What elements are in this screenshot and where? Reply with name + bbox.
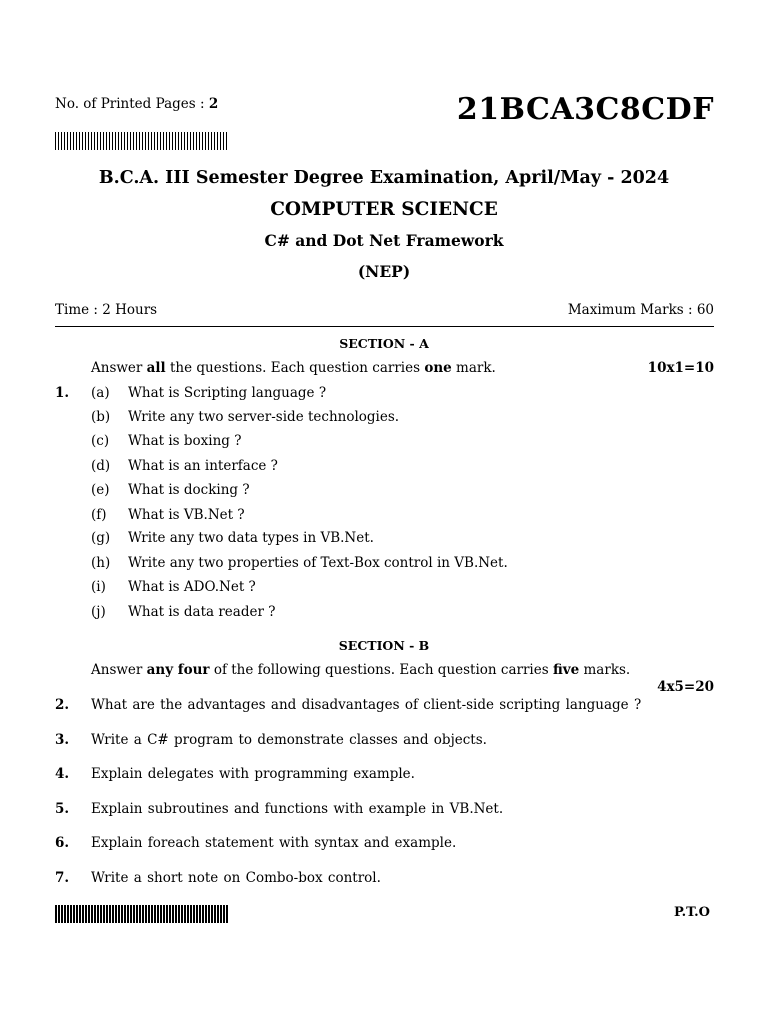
paper-code: 21BCA3C8CDF bbox=[456, 92, 714, 127]
barcode-bar bbox=[55, 132, 56, 150]
barcode-bar bbox=[91, 905, 93, 923]
barcode-bar bbox=[70, 132, 71, 150]
question-number: 2. bbox=[55, 697, 70, 713]
barcode-bar bbox=[112, 132, 113, 150]
question-number: 5. bbox=[55, 801, 70, 817]
barcode-bar bbox=[217, 132, 218, 150]
barcode-bar bbox=[88, 905, 90, 923]
barcode-bar bbox=[133, 132, 134, 150]
barcode-bar bbox=[142, 905, 144, 923]
section-b-marks: 4x5=20 bbox=[657, 679, 714, 695]
barcode-bar bbox=[172, 905, 174, 923]
barcode-bar bbox=[109, 132, 110, 150]
barcode-bar bbox=[85, 905, 87, 923]
barcode-bar bbox=[142, 132, 143, 150]
barcode-bar bbox=[154, 132, 155, 150]
barcode-bar bbox=[211, 132, 212, 150]
barcode-bar bbox=[169, 905, 171, 923]
question-text: Explain delegates with programming example. bbox=[91, 766, 415, 782]
page-turn-over: P.T.O bbox=[674, 905, 710, 920]
barcode-bar bbox=[160, 905, 162, 923]
scheme-label: (NEP) bbox=[357, 262, 411, 281]
barcode-bar bbox=[79, 905, 81, 923]
sub-question-text: What is VB.Net ? bbox=[128, 507, 245, 523]
barcode-bar bbox=[61, 132, 62, 150]
sub-question-text: What is data reader ? bbox=[128, 604, 276, 620]
barcode-bar bbox=[106, 905, 108, 923]
barcode-bar bbox=[127, 132, 128, 150]
barcode-bar bbox=[169, 132, 170, 150]
barcode-bar bbox=[220, 905, 222, 923]
sub-question-label: (i) bbox=[91, 579, 106, 595]
barcode-bar bbox=[163, 132, 164, 150]
sub-question-label: (d) bbox=[91, 458, 111, 474]
question-number: 6. bbox=[55, 835, 70, 851]
maximum-marks: Maximum Marks : 60 bbox=[567, 302, 714, 318]
barcode-bar bbox=[178, 132, 179, 150]
barcode-bar bbox=[166, 905, 168, 923]
barcode-bar bbox=[100, 132, 101, 150]
instr-a-bold: all bbox=[146, 360, 166, 376]
barcode-bar bbox=[139, 905, 141, 923]
barcode-bar bbox=[115, 905, 117, 923]
barcode-bar bbox=[187, 132, 188, 150]
question-text: What are the advantages and disadvantages of client-side scripting language ? bbox=[91, 697, 642, 713]
barcode-bar bbox=[79, 132, 80, 150]
barcode-bar bbox=[226, 132, 227, 150]
barcode-bar bbox=[202, 905, 204, 923]
exam-title: B.C.A. III Semester Degree Examination, April/May - 2024 bbox=[98, 168, 670, 188]
question-text: Explain foreach statement with syntax and example. bbox=[91, 835, 457, 851]
barcode-bar bbox=[226, 905, 228, 923]
barcode-bar bbox=[124, 132, 125, 150]
barcode-bar bbox=[208, 132, 209, 150]
sub-question-label: (a) bbox=[91, 385, 110, 401]
barcode-bar bbox=[178, 905, 180, 923]
barcode-bar bbox=[100, 905, 102, 923]
barcode-bar bbox=[190, 132, 191, 150]
barcode-bar bbox=[76, 905, 78, 923]
instr-a-part: Answer bbox=[91, 360, 147, 376]
sub-question-label: (j) bbox=[91, 604, 106, 620]
instr-b-bold: any four bbox=[146, 662, 210, 678]
barcode-bar bbox=[223, 905, 225, 923]
barcode-bar bbox=[58, 132, 59, 150]
barcode-bottom bbox=[55, 905, 229, 923]
barcode-bar bbox=[106, 132, 107, 150]
barcode-bar bbox=[67, 132, 68, 150]
sub-question-label: (c) bbox=[91, 433, 110, 449]
barcode-bar bbox=[193, 905, 195, 923]
barcode-bar bbox=[160, 132, 161, 150]
sub-question-text: Write any two properties of Text-Box control in VB.Net. bbox=[128, 555, 508, 571]
section-a-marks: 10x1=10 bbox=[647, 360, 714, 376]
barcode-bar bbox=[130, 905, 132, 923]
sub-question-text: What is ADO.Net ? bbox=[128, 579, 256, 595]
sub-question-text: What is docking ? bbox=[128, 482, 250, 498]
question-number: 4. bbox=[55, 766, 70, 782]
sub-question-text: What is Scripting language ? bbox=[128, 385, 327, 401]
barcode-bar bbox=[205, 905, 207, 923]
barcode-bar bbox=[127, 905, 129, 923]
barcode-bar bbox=[154, 905, 156, 923]
instr-a-bold: one bbox=[424, 360, 452, 376]
course-title: C# and Dot Net Framework bbox=[264, 231, 504, 250]
barcode-bar bbox=[220, 132, 221, 150]
barcode-bar bbox=[82, 905, 84, 923]
barcode-bar bbox=[223, 132, 224, 150]
barcode-bar bbox=[136, 905, 138, 923]
sub-question-text: Write any two data types in VB.Net. bbox=[128, 530, 374, 546]
barcode-bar bbox=[151, 132, 152, 150]
question-text: Write a short note on Combo-box control. bbox=[91, 870, 381, 886]
sub-question-label: (g) bbox=[91, 530, 111, 546]
barcode-top bbox=[55, 132, 229, 150]
barcode-bar bbox=[157, 905, 159, 923]
barcode-bar bbox=[148, 132, 149, 150]
printed-pages bbox=[55, 96, 218, 112]
barcode-bar bbox=[157, 132, 158, 150]
barcode-bar bbox=[94, 905, 96, 923]
sub-question-label: (h) bbox=[91, 555, 111, 571]
barcode-bar bbox=[211, 905, 213, 923]
barcode-bar bbox=[64, 132, 65, 150]
barcode-bar bbox=[163, 905, 165, 923]
barcode-bar bbox=[136, 132, 137, 150]
barcode-bar bbox=[217, 905, 219, 923]
divider-line bbox=[55, 326, 714, 327]
barcode-bar bbox=[166, 132, 167, 150]
question-number: 7. bbox=[55, 870, 70, 886]
barcode-bar bbox=[82, 132, 83, 150]
printed-pages-value: 2 bbox=[208, 96, 219, 112]
section-b-heading: SECTION - B bbox=[338, 638, 430, 653]
barcode-bar bbox=[175, 905, 177, 923]
question-text: Write a C# program to demonstrate classes and objects. bbox=[91, 732, 487, 748]
sub-question-text: Write any two server-side technologies. bbox=[128, 409, 400, 425]
barcode-bar bbox=[184, 132, 185, 150]
instr-a-part: mark. bbox=[451, 360, 496, 376]
barcode-bar bbox=[196, 905, 198, 923]
barcode-bar bbox=[151, 905, 153, 923]
barcode-bar bbox=[73, 905, 75, 923]
barcode-bar bbox=[196, 132, 197, 150]
barcode-bar bbox=[202, 132, 203, 150]
sub-question-label: (f) bbox=[91, 507, 107, 523]
sub-question-text: What is an interface ? bbox=[128, 458, 278, 474]
barcode-bar bbox=[121, 132, 122, 150]
subject-title: COMPUTER SCIENCE bbox=[270, 199, 498, 220]
sub-question-label: (b) bbox=[91, 409, 111, 425]
barcode-bar bbox=[64, 905, 66, 923]
printed-pages-label: No. of Printed Pages : bbox=[55, 96, 209, 112]
time-duration: Time : 2 Hours bbox=[55, 302, 158, 318]
barcode-bar bbox=[112, 905, 114, 923]
barcode-bar bbox=[139, 132, 140, 150]
barcode-bar bbox=[124, 905, 126, 923]
barcode-bar bbox=[145, 905, 147, 923]
barcode-bar bbox=[190, 905, 192, 923]
barcode-bar bbox=[187, 905, 189, 923]
barcode-bar bbox=[181, 905, 183, 923]
barcode-bar bbox=[130, 132, 131, 150]
barcode-bar bbox=[67, 905, 69, 923]
barcode-bar bbox=[199, 905, 201, 923]
barcode-bar bbox=[121, 905, 123, 923]
instr-b-bold: five bbox=[552, 662, 580, 678]
barcode-bar bbox=[133, 905, 135, 923]
barcode-bar bbox=[214, 905, 216, 923]
barcode-bar bbox=[175, 132, 176, 150]
barcode-bar bbox=[118, 905, 120, 923]
question-text: Explain subroutines and functions with example in VB.Net. bbox=[91, 801, 504, 817]
barcode-bar bbox=[115, 132, 116, 150]
barcode-bar bbox=[58, 905, 60, 923]
barcode-bar bbox=[91, 132, 92, 150]
instr-b-part: Answer bbox=[91, 662, 147, 678]
barcode-bar bbox=[181, 132, 182, 150]
barcode-bar bbox=[85, 132, 86, 150]
question-number: 3. bbox=[55, 732, 70, 748]
barcode-bar bbox=[97, 905, 99, 923]
section-a-instruction bbox=[91, 360, 496, 376]
barcode-bar bbox=[145, 132, 146, 150]
barcode-bar bbox=[61, 905, 63, 923]
barcode-bar bbox=[73, 132, 74, 150]
barcode-bar bbox=[199, 132, 200, 150]
barcode-bar bbox=[208, 905, 210, 923]
barcode-bar bbox=[184, 905, 186, 923]
barcode-bar bbox=[118, 132, 119, 150]
barcode-bar bbox=[103, 132, 104, 150]
sub-question-label: (e) bbox=[91, 482, 110, 498]
barcode-bar bbox=[214, 132, 215, 150]
section-a-heading: SECTION - A bbox=[339, 336, 429, 351]
barcode-bar bbox=[94, 132, 95, 150]
sub-question-text: What is boxing ? bbox=[128, 433, 242, 449]
barcode-bar bbox=[97, 132, 98, 150]
question-number: 1. bbox=[55, 385, 70, 401]
barcode-bar bbox=[55, 905, 57, 923]
barcode-bar bbox=[70, 905, 72, 923]
barcode-bar bbox=[193, 132, 194, 150]
barcode-bar bbox=[103, 905, 105, 923]
barcode-bar bbox=[172, 132, 173, 150]
instr-b-part: marks. bbox=[579, 662, 631, 678]
barcode-bar bbox=[148, 905, 150, 923]
barcode-bar bbox=[205, 132, 206, 150]
section-b-instruction bbox=[91, 662, 630, 678]
instr-b-part: of the following questions. Each question carries bbox=[209, 662, 553, 678]
instr-a-part: the questions. Each question carries bbox=[165, 360, 425, 376]
barcode-bar bbox=[76, 132, 77, 150]
barcode-bar bbox=[109, 905, 111, 923]
barcode-bar bbox=[88, 132, 89, 150]
